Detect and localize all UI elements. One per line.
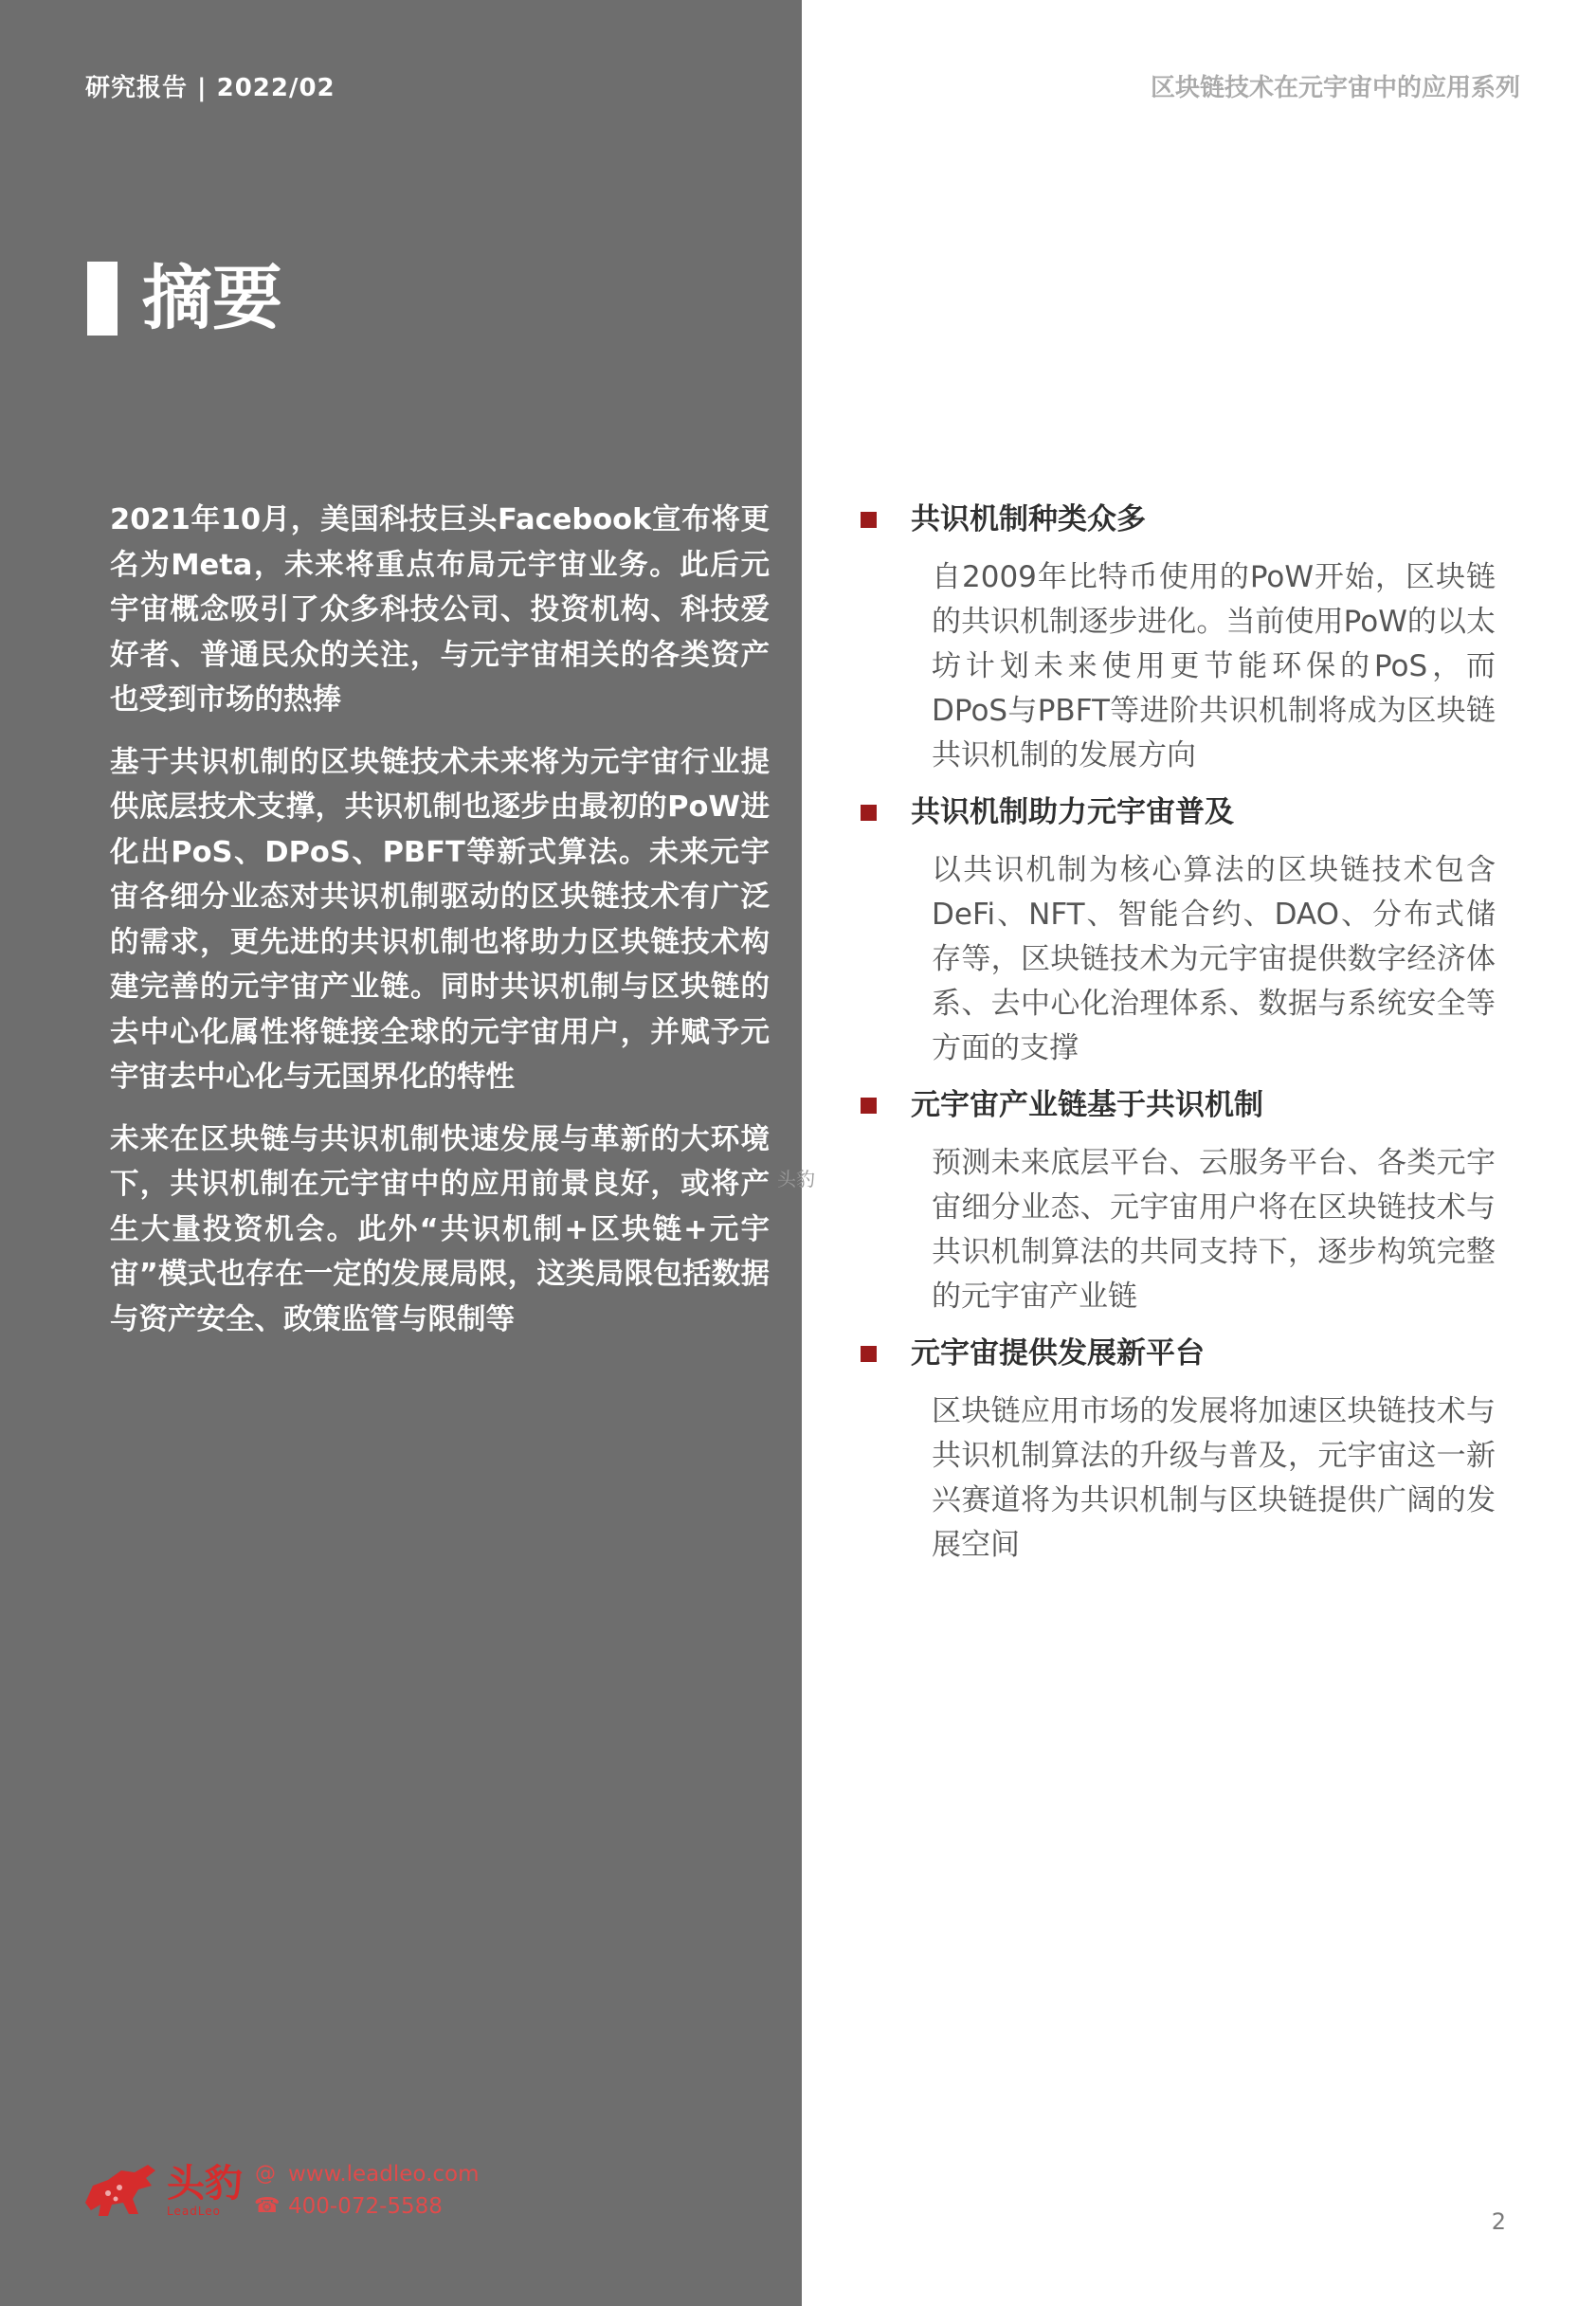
summary-paragraph: 未来在区块链与共识机制快速发展与革新的大环境下，共识机制在元宇宙中的应用前景良好，或将产生大量投资机会。此外“共识机制+区块链+元宇宙”模式也存在一定的发展局限，这类局限包括数据与资产安全、政策监管与限制等 [110, 1122, 770, 1336]
page-number: 2 [1491, 2208, 1506, 2235]
phone-icon: ☎ [254, 2194, 281, 2218]
key-point [861, 1333, 1496, 1568]
key-points [861, 499, 1496, 1581]
phone-number: 400-072-5588 [288, 2194, 443, 2219]
title-bar-decoration [87, 262, 118, 336]
key-point [861, 791, 1496, 1071]
key-point-title: 共识机制种类众多 [911, 502, 1146, 536]
summary-section [110, 498, 770, 1359]
key-point-body: 预测未来底层平台、云服务平台、各类元宇宙细分业态、元宇宙用户将在区块链技术与共识机制算法的共同支持下，逐步构筑完整的元宇宙产业链 [932, 1146, 1496, 1314]
square-bullet-icon [861, 1346, 877, 1362]
summary-paragraph: 2021年10月，美国科技巨头Facebook宣布将更名为Meta，未来将重点布局元宇宙业务。此后元宇宙概念吸引了众多科技公司、投资机构、科技爱好者、普通民众的关注，与元宇宙相关的各类资产也受到市场的热捧 [110, 503, 770, 717]
key-point-body: 以共识机制为核心算法的区块链技术包含DeFi、NFT、智能合约、DAO、分布式储存等，区块链技术为元宇宙提供数字经济体系、去中心化治理体系、数据与系统安全等方面的支撑 [932, 853, 1496, 1065]
contact-info [254, 2158, 480, 2223]
footer-brand [80, 2157, 480, 2224]
square-bullet-icon [861, 512, 877, 528]
key-point [861, 499, 1496, 778]
report-tag: 研究报告 | 2022/02 [85, 74, 336, 102]
summary-paragraph: 基于共识机制的区块链技术未来将为元宇宙行业提供底层技术支撑，共识机制也逐步由最初的PoW进化出PoS、DPoS、PBFT等新式算法。未来元宇宙各细分业态对共识机制驱动的区块链技术有广泛的需求，更先进的共识机制也将助力区块链技术构建完善的元宇宙产业链。同时共识机制与区块链的去中心化属性将链接全球的元宇宙用户，并赋予元宇宙去中心化与无国界化的特性 [110, 745, 770, 1094]
key-point [861, 1084, 1496, 1319]
watermark: 头豹 [777, 1168, 815, 1190]
key-point-title: 元宇宙产业链基于共识机制 [911, 1088, 1263, 1122]
series-title: 区块链技术在元宇宙中的应用系列 [1150, 74, 1520, 102]
key-point-body: 区块链应用市场的发展将加速区块链技术与共识机制算法的升级与普及，元宇宙这一新兴赛道将为共识机制与区块链提供广阔的发展空间 [932, 1394, 1496, 1562]
key-point-body: 自2009年比特币使用的PoW开始，区块链的共识机制逐步进化。当前使用PoW的以太坊计划未来使用更节能环保的PoS，而DPoS与PBFT等进阶共识机制将成为区块链共识机制的发展方向 [932, 560, 1496, 772]
website-link[interactable]: www.leadleo.com [288, 2162, 480, 2187]
key-point-title: 共识机制助力元宇宙普及 [911, 795, 1234, 829]
logo-name: 头豹 [167, 2162, 243, 2206]
logo-subtitle: LeadLeo [167, 2205, 222, 2218]
logo-text [167, 2163, 243, 2218]
page-title-block [87, 256, 282, 341]
page-title: 摘要 [142, 258, 282, 339]
square-bullet-icon [861, 1098, 877, 1114]
at-sign-icon: @ [255, 2162, 276, 2186]
key-point-title: 元宇宙提供发展新平台 [911, 1336, 1205, 1371]
square-bullet-icon [861, 805, 877, 821]
leopard-logo-icon [80, 2157, 159, 2224]
